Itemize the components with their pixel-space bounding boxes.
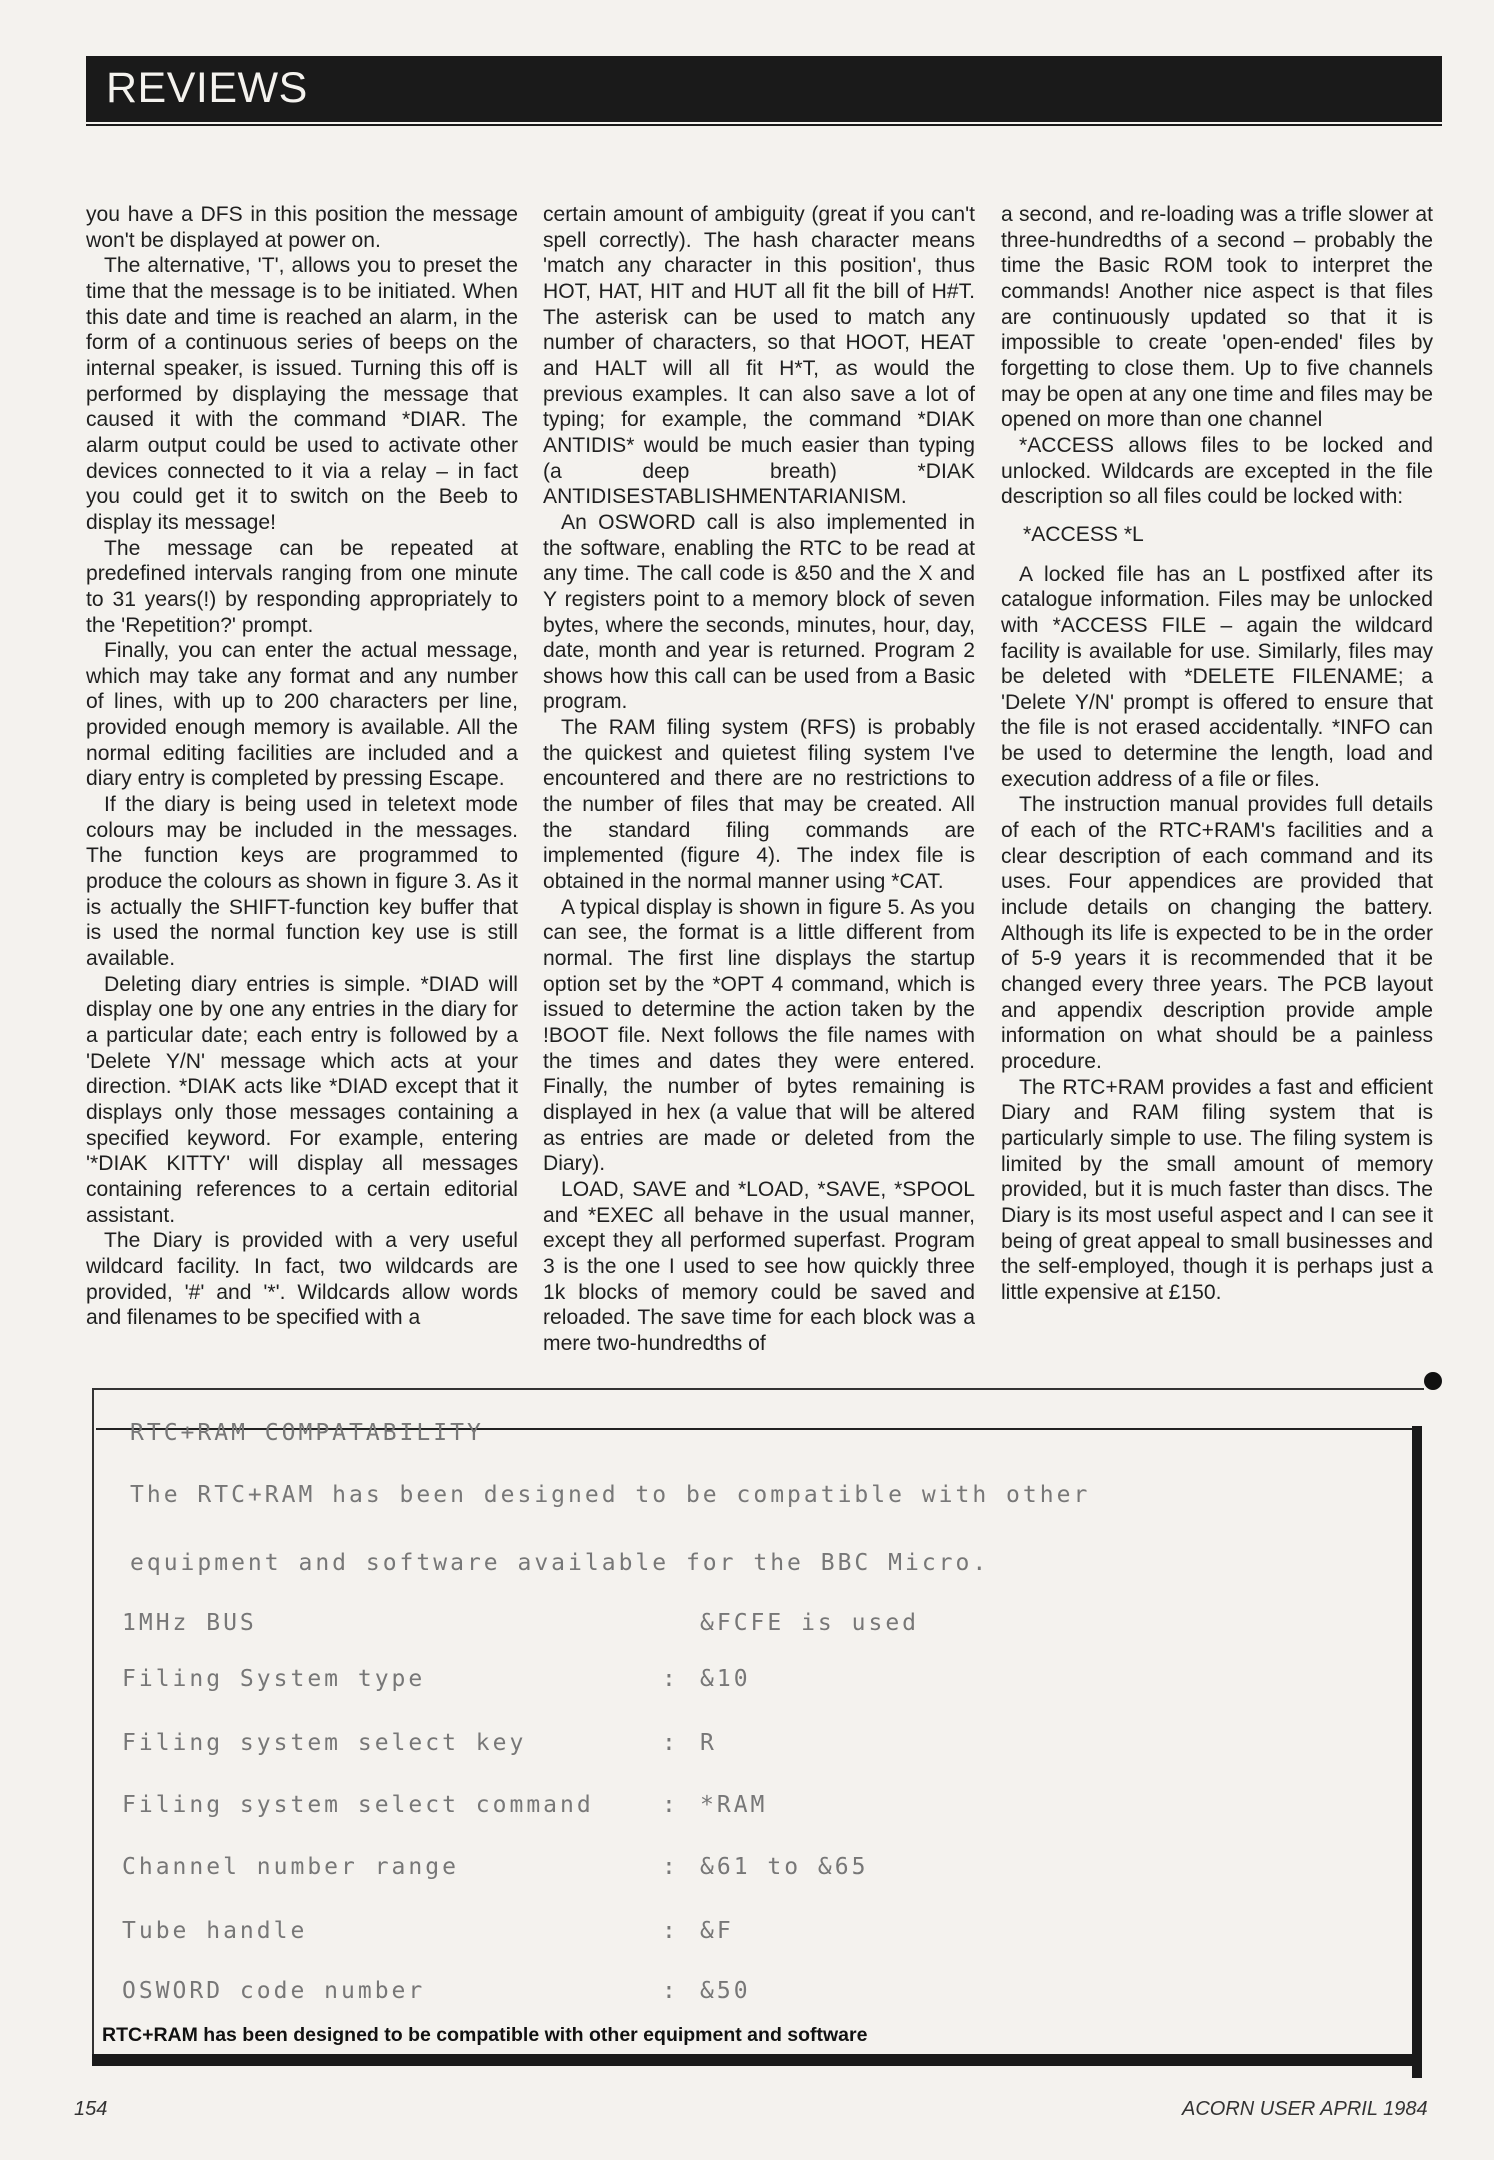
- paragraph: The Diary is provided with a very useful wildcard facility. In fact, two wildcards are provided, '#' and '*'. Wildcards allow words and filenames to be specified with a: [86, 1229, 518, 1330]
- paragraph: The message can be repeated at predefined intervals ranging from one minute to 31 years(!) by responding appropriately to the 'Repetition?' prompt.: [86, 536, 518, 637]
- article-column-3: [1001, 202, 1433, 1306]
- listing-row-label: OSWORD code number: [122, 1978, 426, 2004]
- article-column-2: [543, 202, 975, 1357]
- listing-box-shadow-right: [1412, 1426, 1422, 2078]
- listing-row-value: &10: [700, 1666, 751, 1692]
- paragraph: certain amount of ambiguity (great if you can't spell correctly). The hash character means 'match any character in this position', thus HOT, HAT, HIT and HUT all fit the bill of H#T. The asterisk can be used to match any number of characters, so that HOOT, HEAT and HALT will all fit H*T, as would the previous examples. It can also save a lot of typing; for example, the command *DIAK ANTIDIS* would be much easier than typing (a deep breath) *DIAK ANTIDISESTABLISHMENTARIANISM.: [543, 203, 975, 509]
- issue-line: ACORN USER APRIL 1984: [1182, 2098, 1428, 2120]
- listing-row-value: &FCFE is used: [700, 1610, 920, 1636]
- listing-row-label: Tube handle: [122, 1918, 308, 1944]
- paragraph: If the diary is being used in teletext mode colours may be included in the messages. The function keys are programmed to produce the colours as shown in figure 3. As it is actually the SHIFT-function key buffer that is used the normal function key use is still available.: [86, 793, 518, 971]
- paragraph: Finally, you can enter the actual message, which may take any format and any number of lines, with up to 200 characters per line, provided enough memory is available. All the normal editing facilities are included and a diary entry is completed by pressing Escape.: [86, 639, 518, 791]
- listing-row-colon: :: [662, 1918, 679, 1944]
- listing-row-value: &F: [700, 1918, 734, 1944]
- listing-box-shadow-bottom: [92, 2054, 1422, 2066]
- listing-row-value: &61 to &65: [700, 1854, 869, 1880]
- listing-row-colon: :: [662, 1730, 679, 1756]
- page-number: 154: [74, 2098, 108, 2120]
- listing-title: RTC+RAM COMPATABILITY: [130, 1420, 484, 1446]
- listing-row-value: R: [700, 1730, 717, 1756]
- paragraph: The instruction manual provides full details of each of the RTC+RAM's facilities and a clear description of each command and its uses. Four appendices are provided that include details on changing the battery. Although its life is expected to be in the order of 5-9 years it is recommended that it be changed every three years. The PCB layout and appendix description provide ample information on what should be a painless procedure.: [1001, 793, 1433, 1073]
- paragraph: A locked file has an L postfixed after its catalogue information. Files may be unlocked with *ACCESS FILE – again the wildcard facility is available for use. Similarly, files may be deleted with *DELETE FILENAME; a 'Delete Y/N' prompt is offered to ensure that the file is not erased accidentally. *INFO can be used to determine the length, load and execution address of a file or files.: [1001, 562, 1433, 791]
- paragraph: The alternative, 'T', allows you to preset the time that the message is to be initiated. When this date and time is reached an alarm, in the form of a continuous series of beeps on the internal speaker, is issued. Turning this off is performed by displaying the message that caused it with the command *DIAR. The alarm output could be used to activate other devices connected to it via a relay – in fact you could get it to switch on the Beeb to display its message!: [86, 254, 518, 534]
- listing-intro-line-1: The RTC+RAM has been designed to be compatible with other: [130, 1482, 1091, 1508]
- listing-row-colon: :: [662, 1854, 679, 1880]
- listing-row-label: Filing system select key: [122, 1730, 527, 1756]
- listing-intro-line-2: equipment and software available for the BBC Micro.: [130, 1550, 990, 1576]
- paragraph: The RAM filing system (RFS) is probably the quickest and quietest filing system I've encountered and there are no restrictions to the number of files that may be created. All the standard filing commands are implemented (figure 4). The index file is obtained in the normal manner using *CAT.: [543, 716, 975, 894]
- paragraph: The RTC+RAM provides a fast and efficient Diary and RAM filing system that is particularly simple to use. The filing system is limited by the small amount of memory provided, but it is much faster than discs. The Diary is its most useful aspect and I can see it being of great appeal to small businesses and the self-employed, though it is perhaps just a little expensive at £150.: [1001, 1075, 1433, 1304]
- banner-rule: [86, 124, 1442, 126]
- paragraph: LOAD, SAVE and *LOAD, *SAVE, *SPOOL and *EXEC all behave in the usual manner, except they all performed superfast. Program 3 is the one I used to see how quickly three 1k blocks of memory could be saved and reloaded. The save time for each block was a mere two-hundredths of: [543, 1177, 975, 1355]
- listing-row-colon: :: [662, 1792, 679, 1818]
- listing-row-label: 1MHz BUS: [122, 1610, 257, 1636]
- article-column-1: [86, 202, 518, 1331]
- paragraph: An OSWORD call is also implemented in the software, enabling the RTC to be read at any time. The call code is &50 and the X and Y registers point to a memory block of seven bytes, where the seconds, minutes, hour, day, date, month and year is returned. Program 2 shows how this call can be used from a Basic program.: [543, 510, 975, 714]
- listing-row-label: Filing system select command: [122, 1792, 594, 1818]
- paragraph: *ACCESS *L: [1023, 522, 1144, 546]
- paragraph: a second, and re-loading was a trifle slower at three-hundredths of a second – probably the time the Basic ROM took to interpret the commands! Another nice aspect is that files are continuously updated so that it is impossible to create 'open-ended' files by forgetting to close them. Up to five channels may be open at any one time and files may be opened on more than one channel: [1001, 203, 1433, 432]
- listing-row-value: *RAM: [700, 1792, 768, 1818]
- paragraph: *ACCESS allows files to be locked and unlocked. Wildcards are excepted in the file description so all files could be locked with:: [1001, 433, 1433, 509]
- section-title: REVIEWS: [106, 64, 308, 112]
- section-banner: [86, 56, 1442, 122]
- listing-row-colon: :: [662, 1666, 679, 1692]
- listing-row-label: Filing System type: [122, 1666, 426, 1692]
- listing-row-colon: :: [662, 1978, 679, 2004]
- paragraph: Deleting diary entries is simple. *DIAD will display one by one any entries in the diary for a particular date; each entry is followed by a 'Delete Y/N' message which acts at your direction. *DIAK acts like *DIAD except that it displays only those messages containing a specified keyword. For example, entering '*DIAK KITTY' will display all messages containing references to a certain editorial assistant.: [86, 972, 518, 1227]
- listing-row-label: Channel number range: [122, 1854, 459, 1880]
- paragraph: A typical display is shown in figure 5. As you can see, the format is a little different from normal. The first line displays the startup option set by the *OPT 4 command, which is issued to determine the action taken by the !BOOT file. Next follows the file names with the times and dates they were entered. Finally, the number of bytes remaining is displayed in hex (a value that will be altered as entries are made or deleted from the Diary).: [543, 895, 975, 1176]
- paragraph: you have a DFS in this position the message won't be displayed at power on.: [86, 203, 518, 252]
- listing-caption: RTC+RAM has been designed to be compatible with other equipment and software: [102, 2024, 868, 2046]
- listing-row-value: &50: [700, 1978, 751, 2004]
- end-of-article-marker: [1424, 1372, 1442, 1390]
